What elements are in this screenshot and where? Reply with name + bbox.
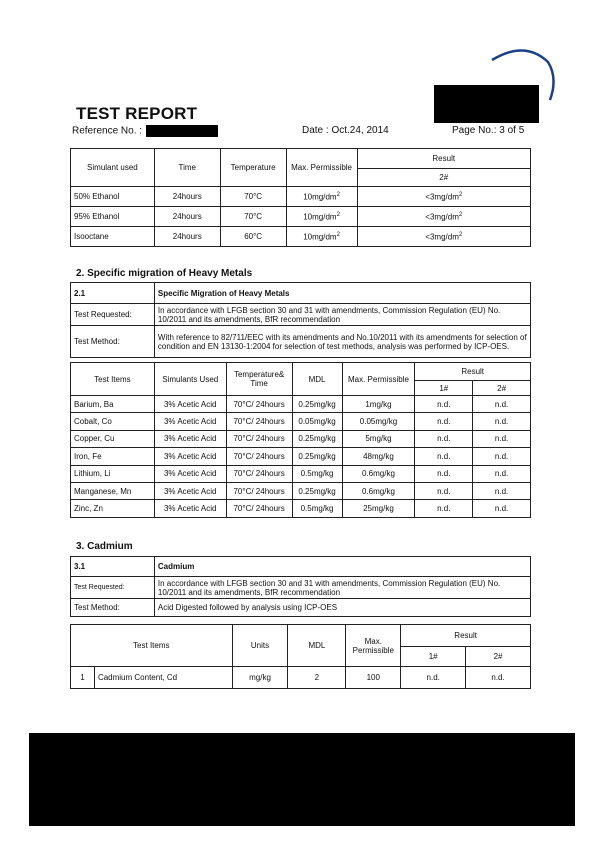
cell-result-2: n.d. (473, 448, 531, 465)
test-method-label: Test Method: (71, 599, 155, 617)
header-test-items: Test Items (71, 363, 155, 396)
section-2-heading: 2. Specific migration of Heavy Metals (76, 268, 253, 279)
cell-temp-time: 70°C/ 24hours (226, 465, 292, 482)
test-requested-label: Test Requested: (71, 304, 155, 326)
cell-item: Zinc, Zn (71, 500, 155, 517)
cell-result-2: n.d. (473, 396, 531, 413)
cell-mdl: 2 (288, 667, 346, 689)
cell-result-1: n.d. (415, 482, 473, 499)
superscript: 2 (336, 231, 340, 238)
cell-result-2: n.d. (473, 430, 531, 447)
cell-time: 24hours (154, 187, 220, 207)
header-result-1: 1# (415, 381, 473, 396)
cell-max: 5mg/kg (342, 430, 415, 447)
cell-result-1: n.d. (415, 465, 473, 482)
reference-label: Reference No. : (72, 125, 143, 137)
header-temperature: Temperature (220, 149, 286, 187)
header-result-1: 1# (401, 647, 466, 667)
test-method-label: Test Method: (71, 326, 155, 358)
reference-number (72, 125, 218, 137)
cell-time: 24hours (154, 207, 220, 227)
cell-result-2: n.d. (466, 667, 531, 689)
table-row (71, 187, 531, 207)
test-method-text: Acid Digested followed by analysis using ICP-OES (154, 599, 530, 617)
cell-max: 25mg/kg (342, 500, 415, 517)
test-method-text: With reference to 82/711/EEC with its amendments and No.10/2011 with its amendments for selection of condition and EN 13130-1:2004 for selection of test methods, analysis was performed by ICP-OES. (154, 326, 530, 358)
max-value: 10mg/dm (303, 192, 337, 202)
header-simulants: Simulants Used (154, 363, 226, 396)
table-row (71, 207, 531, 227)
cell-result-1: n.d. (415, 500, 473, 517)
cell-max: 0.05mg/kg (342, 413, 415, 430)
table-row (71, 500, 531, 517)
superscript: 2 (458, 231, 463, 238)
result-value: <3mg/dm (425, 212, 459, 222)
result-value: <3mg/dm (425, 192, 459, 202)
cell-mdl: 0.25mg/kg (292, 482, 342, 499)
header-result-2: 2# (357, 169, 531, 187)
cell-simulant: Isooctane (71, 227, 155, 247)
header-result-2: 2# (473, 381, 531, 396)
cell-units: mg/kg (232, 667, 288, 689)
cell-result (357, 227, 531, 247)
cell-result (357, 187, 531, 207)
page-number: Page No.: 3 of 5 (452, 125, 525, 136)
cell-max: 0.6mg/kg (342, 465, 415, 482)
cell-result-2: n.d. (473, 482, 531, 499)
cell-result-2: n.d. (473, 465, 531, 482)
header-temp-time: Temperature& Time (226, 363, 292, 396)
section-3-title: Cadmium (154, 557, 530, 577)
cell-mdl: 0.5mg/kg (292, 500, 342, 517)
superscript: 2 (458, 191, 463, 198)
cell-result-1: n.d. (415, 430, 473, 447)
heavy-metals-info-table (70, 282, 531, 358)
superscript: 2 (458, 211, 463, 218)
report-date: Date : Oct.24, 2014 (302, 125, 389, 136)
cell-temp-time: 70°C/ 24hours (226, 396, 292, 413)
cell-temp-time: 70°C/ 24hours (226, 482, 292, 499)
header-time: Time (154, 149, 220, 187)
header-result-2: 2# (466, 647, 531, 667)
cell-temp: 70°C (220, 187, 286, 207)
max-value: 10mg/dm (303, 212, 337, 222)
cell-simulant: 50% Ethanol (71, 187, 155, 207)
max-value: 10mg/dm (303, 232, 337, 242)
header-units: Units (232, 625, 288, 667)
redacted-reference (146, 125, 218, 137)
cell-simulant: 3% Acetic Acid (154, 396, 226, 413)
cell-max (286, 187, 357, 207)
metals-rows (71, 396, 531, 518)
header-result: Result (357, 149, 531, 169)
table-row (71, 667, 531, 689)
result-value: <3mg/dm (425, 232, 459, 242)
table-row (71, 227, 531, 247)
cell-mdl: 0.5mg/kg (292, 465, 342, 482)
cell-max: 1mg/kg (342, 396, 415, 413)
cell-no: 1 (71, 667, 95, 689)
cell-simulant: 3% Acetic Acid (154, 500, 226, 517)
section-3-number: 3.1 (71, 557, 155, 577)
cell-result-1: n.d. (415, 413, 473, 430)
cell-item: Cadmium Content, Cd (94, 667, 232, 689)
header-result: Result (415, 363, 531, 381)
cell-result-1: n.d. (401, 667, 466, 689)
header-max-permissible: Max. Permissible (286, 149, 357, 187)
redacted-footer-block (29, 733, 575, 826)
cell-item: Barium, Ba (71, 396, 155, 413)
cell-mdl: 0.25mg/kg (292, 430, 342, 447)
table-row (71, 448, 531, 465)
cell-result (357, 207, 531, 227)
cell-result-1: n.d. (415, 396, 473, 413)
header-simulant: Simulant used (71, 149, 155, 187)
cell-max: 48mg/kg (342, 448, 415, 465)
cell-item: Copper, Cu (71, 430, 155, 447)
cell-result-2: n.d. (473, 500, 531, 517)
cell-max: 100 (346, 667, 401, 689)
cell-max (286, 207, 357, 227)
cell-time: 24hours (154, 227, 220, 247)
header-test-items: Test Items (71, 625, 233, 667)
cell-simulant: 3% Acetic Acid (154, 482, 226, 499)
section-3-heading: 3. Cadmium (76, 541, 133, 552)
table-row (71, 396, 531, 413)
table-row (71, 430, 531, 447)
cell-simulant: 3% Acetic Acid (154, 448, 226, 465)
table-row (71, 465, 531, 482)
cell-temp-time: 70°C/ 24hours (226, 430, 292, 447)
cell-item: Lithium, Li (71, 465, 155, 482)
header-mdl: MDL (292, 363, 342, 396)
cell-simulant: 3% Acetic Acid (154, 430, 226, 447)
cell-temp-time: 70°C/ 24hours (226, 500, 292, 517)
header-max-permissible: Max. Permissible (342, 363, 415, 396)
cell-max: 0.6mg/kg (342, 482, 415, 499)
cell-simulant: 3% Acetic Acid (154, 413, 226, 430)
cell-temp: 60°C (220, 227, 286, 247)
header-max-permissible: Max. Permissible (346, 625, 401, 667)
cell-item: Iron, Fe (71, 448, 155, 465)
cell-item: Manganese, Mn (71, 482, 155, 499)
cell-mdl: 0.05mg/kg (292, 413, 342, 430)
header-result: Result (401, 625, 531, 647)
cell-temp-time: 70°C/ 24hours (226, 448, 292, 465)
cell-result-1: n.d. (415, 448, 473, 465)
cell-temp-time: 70°C/ 24hours (226, 413, 292, 430)
cell-temp: 70°C (220, 207, 286, 227)
table-row (71, 413, 531, 430)
header-mdl: MDL (288, 625, 346, 667)
cell-max (286, 227, 357, 247)
cadmium-info-table (70, 556, 531, 617)
redacted-logo-block (434, 85, 539, 123)
heavy-metals-results-table (70, 362, 531, 518)
cell-mdl: 0.25mg/kg (292, 396, 342, 413)
cell-simulant: 95% Ethanol (71, 207, 155, 227)
page-title: TEST REPORT (76, 104, 198, 123)
cadmium-results-table (70, 624, 531, 689)
section-2-title: Specific Migration of Heavy Metals (154, 283, 530, 304)
cell-item: Cobalt, Co (71, 413, 155, 430)
cell-simulant: 3% Acetic Acid (154, 465, 226, 482)
cell-result-2: n.d. (473, 413, 531, 430)
cell-mdl: 0.25mg/kg (292, 448, 342, 465)
section-2-number: 2.1 (71, 283, 155, 304)
test-requested-label: Test Requested: (71, 577, 155, 599)
superscript: 2 (336, 191, 340, 198)
superscript: 2 (336, 211, 340, 218)
test-requested-text: In accordance with LFGB section 30 and 31 with amendments, Commission Regulation (EU) No. 10/2011 and its amendments, BfR recommendation (154, 577, 530, 599)
test-requested-text: In accordance with LFGB section 30 and 31 with amendments, Commission Regulation (EU) No. 10/2011 and its amendments, BfR recommendation (154, 304, 530, 326)
simulant-table (70, 148, 531, 247)
table-row (71, 482, 531, 499)
